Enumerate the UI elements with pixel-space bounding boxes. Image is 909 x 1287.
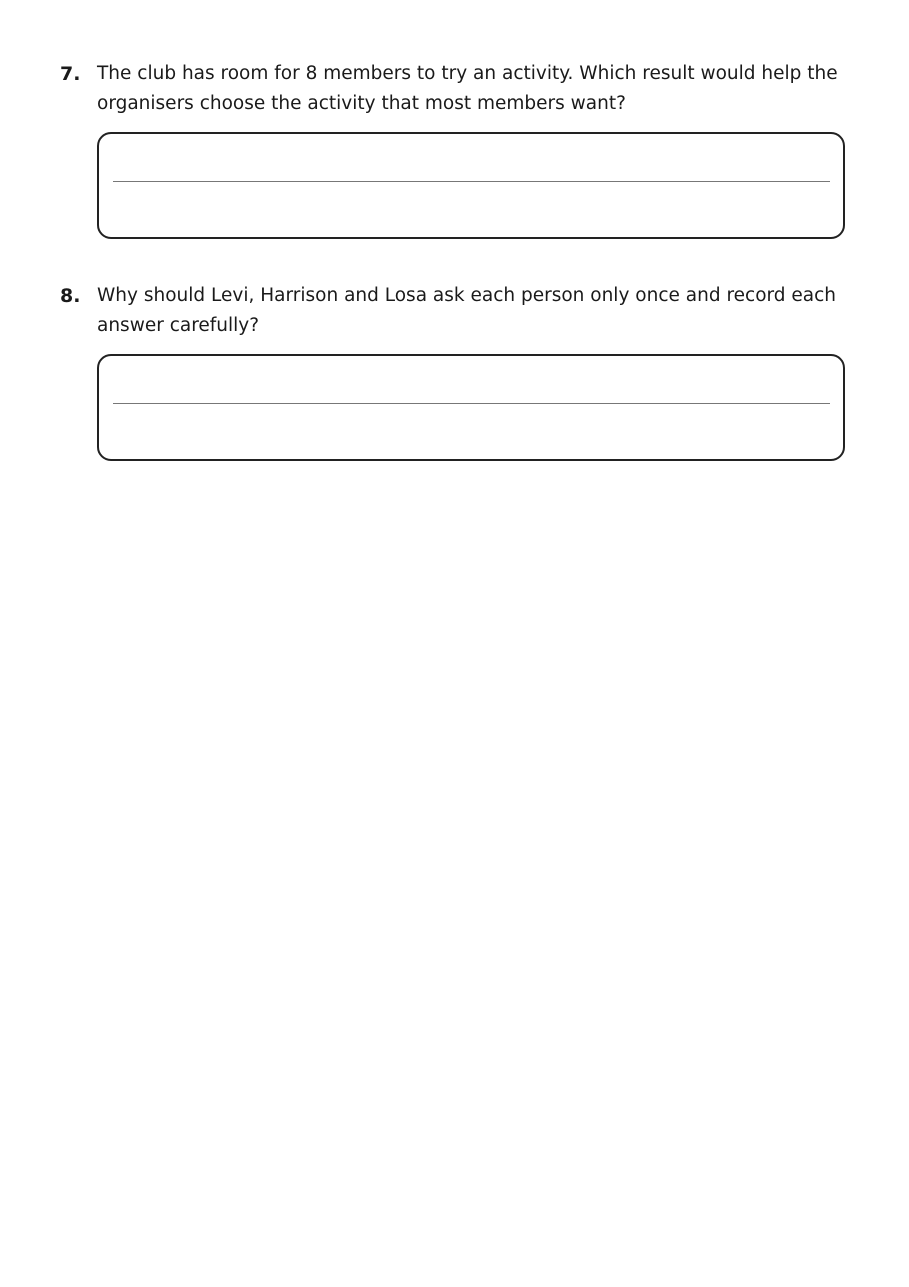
- question-number: 7.: [60, 63, 81, 85]
- question-number: 8.: [60, 285, 81, 307]
- answer-line: [113, 403, 830, 404]
- question-text-line: The club has room for 8 members to try an activity. Which result would help the: [97, 63, 838, 84]
- question-text-line: answer carefully?: [97, 315, 260, 336]
- question-text: [97, 59, 842, 119]
- answer-box-8[interactable]: [97, 354, 845, 461]
- question-text: [97, 281, 842, 341]
- question-text-line: organisers choose the activity that most members want?: [97, 93, 626, 114]
- question-text-line: Why should Levi, Harrison and Losa ask each person only once and record each: [97, 285, 837, 306]
- answer-box-7[interactable]: [97, 132, 845, 239]
- answer-line: [113, 181, 830, 182]
